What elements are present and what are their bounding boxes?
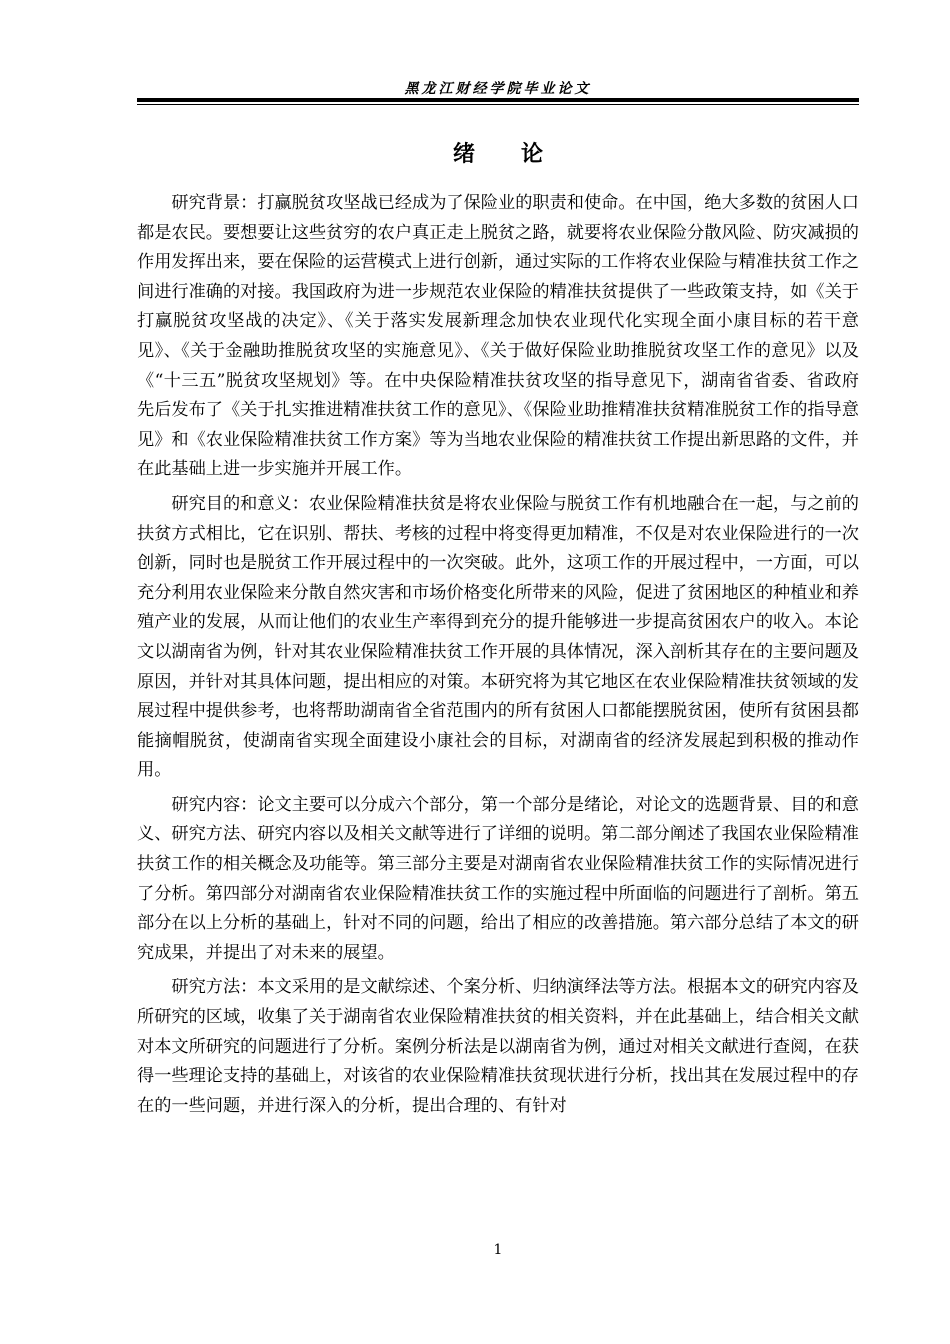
header-rule-thick xyxy=(137,98,859,102)
paragraph-research-content: 研究内容：论文主要可以分成六个部分，第一个部分是绪论，对论文的选题背景、目的和意义、研究方法、研究内容以及相关文献等进行了详细的说明。第二部分阐述了我国农业保险精准扶贫工作的相关概念及功能等。第三部分主要是对湖南省农业保险精准扶贫工作的实际情况进行了分析。第四部分对湖南省农业保险精准扶贫工作的实施过程中所面临的问题进行了剖析。第五部分在以上分析的基础上，针对不同的问题，给出了相应的改善措施。第六部分总结了本文的研究成果，并提出了对未来的展望。 xyxy=(137,794,859,963)
page-number: 1 xyxy=(493,1242,503,1258)
running-header: 黑龙江财经学院毕业论文 xyxy=(404,81,592,97)
chapter-title: 绪论 xyxy=(452,142,589,167)
paragraph-research-purpose: 研究目的和意义：农业保险精准扶贫是将农业保险与脱贫工作有机地融合在一起，与之前的扶贫方式相比，它在识别、帮扶、考核的过程中将变得更加精准，不仅是对农业保险进行的一次创新，同时也是脱贫工作开展过程中的一次突破。此外，这项工作的开展过程中，一方面，可以充分利用农业保险来分散自然灾害和市场价格变化所带来的风险，促进了贫困地区的种植业和养殖产业的发展，从而让他们的农业生产率得到充分的提升能够进一步提高贫困农户的收入。本论文以湖南省为例，针对其农业保险精准扶贫工作开展的具体情况，深入剖析其存在的主要问题及原因，并针对其具体问题，提出相应的对策。本研究将为其它地区在农业保险精准扶贫领域的发展过程中提供参考，也将帮助湖南省全省范围内的所有贫困人口都能摆脱贫困，使所有贫困县都能摘帽脱贫，使湖南省实现全面建设小康社会的目标，对湖南省的经济发展起到积极的推动作用。 xyxy=(137,493,859,781)
paragraph-research-background: 研究背景：打赢脱贫攻坚战已经成为了保险业的职责和使命。在中国，绝大多数的贫困人口都是农民。要想要让这些贫穷的农户真正走上脱贫之路，就要将农业保险分散风险、防灾减损的作用发挥出来，要在保险的运营模式上进行创新，通过实际的工作将农业保险与精准扶贫工作之间进行准确的对接。我国政府为进一步规范农业保险的精准扶贫提供了一些政策支持，如《关于打赢脱贫攻坚战的决定》、《关于落实发展新理念加快农业现代化实现全面小康目标的若干意见》、《关于金融助推脱贫攻坚的实施意见》、《关于做好保险业助推脱贫攻坚工作的意见》以及《“十三五”脱贫攻坚规划》等。在中央保险精准扶贫攻坚的指导意见下，湖南省省委、省政府先后发布了《关于扎实推进精准扶贫工作的意见》、《保险业助推精准扶贫精准脱贫工作的指导意见》和《农业保险精准扶贫工作方案》等为当地农业保险的精准扶贫工作提出新思路的文件，并在此基础上进一步实施并开展工作。 xyxy=(137,193,859,480)
header-rule-thin xyxy=(137,104,859,105)
paragraph-research-methods: 研究方法：本文采用的是文献综述、个案分析、归纳演绎法等方法。根据本文的研究内容及所研究的区域，收集了关于湖南省农业保险精准扶贫的相关资料，并在此基础上，结合相关文献对本文所研究的问题进行了分析。案例分析法是以湖南省为例，通过对相关文献进行查阅，在获得一些理论支持的基础上，对该省的农业保险精准扶贫现状进行分析，找出其在发展过程中的存在的一些问题，并进行深入的分析，提出合理的、有针对 xyxy=(137,977,859,1116)
body-text xyxy=(137,189,859,1126)
